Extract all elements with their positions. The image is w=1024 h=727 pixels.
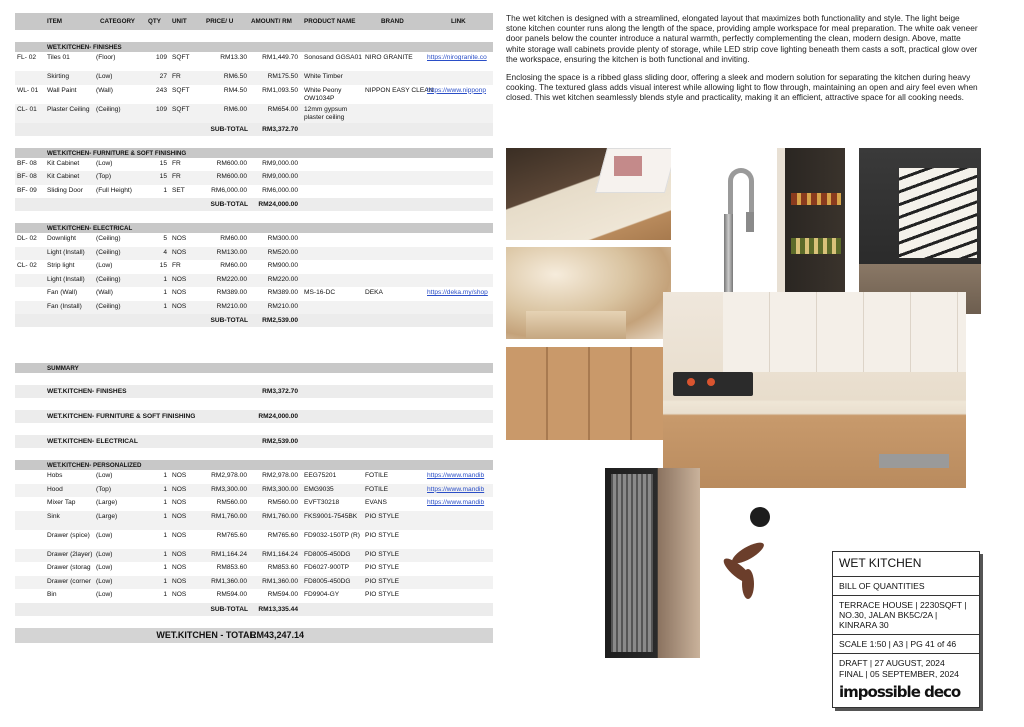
item-code: DL- 02 bbox=[17, 235, 37, 242]
item-name: Hood bbox=[47, 485, 63, 493]
summary-row bbox=[15, 435, 493, 448]
item-unit: NOS bbox=[172, 512, 187, 520]
item-code: CL- 01 bbox=[17, 105, 37, 113]
table-row bbox=[15, 562, 493, 576]
item-category: (Low) bbox=[96, 531, 113, 539]
item-unit: FR bbox=[172, 173, 181, 180]
item-unit: NOS bbox=[172, 485, 187, 493]
item-code: BF- 08 bbox=[17, 173, 37, 180]
spacer bbox=[15, 398, 493, 410]
item-unit: NOS bbox=[172, 577, 187, 585]
item-unit: NOS bbox=[172, 275, 187, 283]
item-unit: NOS bbox=[172, 564, 187, 571]
item-price: RM560.00 bbox=[216, 499, 247, 506]
description bbox=[506, 13, 982, 111]
item-category: (Large) bbox=[96, 512, 118, 520]
summary-amount: RM24,000.00 bbox=[258, 413, 298, 420]
item-amount: RM210.00 bbox=[267, 302, 298, 310]
brand-name: EVANS bbox=[365, 499, 387, 506]
item-name: Kit Cabinet bbox=[47, 159, 80, 167]
product-name: White Peony OW1034P bbox=[304, 86, 342, 102]
item-amount: RM1,164.24 bbox=[262, 550, 298, 558]
table-row bbox=[15, 530, 493, 549]
product-name: FD8005-450DG bbox=[304, 577, 351, 585]
item-qty: 1 bbox=[163, 512, 167, 520]
item-qty: 109 bbox=[155, 54, 167, 61]
product-link[interactable]: https://deka.my/shop bbox=[427, 289, 488, 296]
brand-name: PIO STYLE bbox=[365, 531, 400, 539]
wall-fan-photo bbox=[716, 505, 778, 603]
item-amount: RM2,978.00 bbox=[262, 472, 298, 479]
mixer-tap-photo bbox=[698, 150, 770, 312]
brand-name: NIPPON EASY CLEAN bbox=[365, 86, 434, 94]
item-category: (Large) bbox=[96, 499, 118, 506]
item-category: (Ceiling) bbox=[96, 248, 121, 256]
product-name: MS-16-DC bbox=[304, 289, 336, 296]
item-amount: RM1,360.00 bbox=[262, 577, 298, 585]
item-qty: 1 bbox=[163, 577, 167, 585]
item-amount: RM765.60 bbox=[267, 531, 298, 539]
header-category: CATEGORY bbox=[100, 18, 135, 25]
product-name: FD8005-450DG bbox=[304, 550, 351, 558]
item-category: (Floor) bbox=[96, 54, 116, 61]
item-unit: FR bbox=[172, 73, 181, 80]
item-qty: 109 bbox=[155, 105, 167, 113]
summary-label: WET.KITCHEN- FINISHES bbox=[47, 388, 127, 395]
item-price: RM6.50 bbox=[223, 73, 247, 80]
product-name: FKS9001-7545BK bbox=[304, 512, 358, 520]
item-qty: 1 bbox=[163, 302, 167, 310]
table-row bbox=[15, 511, 493, 530]
description-paragraph-2: Enclosing the space is a ribbed glass sliding door, offering a sleek and modern solution for separating the kitchen during heavy cooking. The textured glass adds visual interest while allowing light to flow through, maintaining an open and airy feel even when closed. This wet kitchen seamlessly blends style and practicality, making it an efficient, attractive space for all cooking needs. bbox=[506, 72, 978, 103]
item-name: Drawer (storag bbox=[47, 564, 91, 571]
table-row bbox=[15, 185, 493, 199]
item-qty: 243 bbox=[155, 86, 167, 94]
brand-name: DEKA bbox=[365, 289, 383, 296]
item-name: Strip light bbox=[47, 262, 75, 269]
item-qty: 1 bbox=[163, 472, 167, 479]
product-name: Sonosand GGSA01 bbox=[304, 54, 362, 61]
summary-label: WET.KITCHEN- FURNITURE & SOFT FINISHING bbox=[47, 413, 196, 420]
product-name: FD9904-GY bbox=[304, 591, 340, 598]
brand-name: FOTILE bbox=[365, 485, 389, 493]
table-row bbox=[15, 71, 493, 85]
item-amount: RM9,000.00 bbox=[262, 159, 298, 167]
brand-name: NIRO GRANITE bbox=[365, 54, 413, 61]
table-header bbox=[15, 13, 493, 30]
subtotal-amount: RM24,000.00 bbox=[258, 201, 298, 208]
subtotal-row bbox=[15, 314, 493, 327]
product-link[interactable]: https://www.mandib bbox=[427, 485, 485, 493]
product-name: EEG75201 bbox=[304, 472, 337, 479]
item-name: Light (Install) bbox=[47, 248, 85, 256]
item-unit: NOS bbox=[172, 499, 187, 506]
item-name: Plaster Ceiling bbox=[47, 105, 90, 113]
item-name: Downlight bbox=[47, 235, 76, 242]
description-paragraph-1: The wet kitchen is designed with a streamlined, elongated layout that maximizes both functionality and style. The light beige stone kitchen counter runs along the length of the space, providing ample workspace for meal preparation. The white oak veneer door panels below the counter introduce a natural warmth, perfectly complementing the clean, modern design. Above, matte white storage wall cabinets provide plenty of storage, while LED strip cove lighting beneath them casts a soft, practical glow over the workspace, ensuring the kitchen is both functional and inviting. bbox=[506, 13, 978, 64]
item-price: RM4.50 bbox=[223, 86, 247, 94]
item-price: RM1,164.24 bbox=[211, 550, 247, 558]
item-category: (Wall) bbox=[96, 289, 113, 296]
header-qty: QTY bbox=[148, 18, 161, 25]
item-price: RM600.00 bbox=[216, 173, 247, 180]
table-row bbox=[15, 576, 493, 590]
item-name: Bin bbox=[47, 591, 57, 598]
item-price: RM6.00 bbox=[223, 105, 247, 113]
item-qty: 4 bbox=[163, 248, 167, 256]
spacer bbox=[15, 351, 493, 363]
item-qty: 5 bbox=[163, 235, 167, 242]
summary-row bbox=[15, 410, 493, 423]
item-price: RM130.00 bbox=[216, 248, 247, 256]
counter-photo bbox=[506, 148, 671, 240]
section-title-text: WET.KITCHEN- FURNITURE & SOFT FINISHING bbox=[47, 149, 187, 157]
brand-name: PIO STYLE bbox=[365, 564, 400, 571]
item-amount: RM389.00 bbox=[267, 289, 298, 296]
subtotal-row bbox=[15, 123, 493, 136]
table-row bbox=[15, 171, 493, 185]
table-row bbox=[15, 589, 493, 603]
spacer bbox=[15, 30, 493, 42]
subtotal-label: SUB-TOTAL bbox=[210, 125, 248, 133]
item-price: RM2,978.00 bbox=[211, 472, 247, 479]
table-row bbox=[15, 301, 493, 315]
item-price: RM6,000.00 bbox=[211, 186, 247, 194]
summary-row bbox=[15, 385, 493, 398]
item-name: Mixer Tap bbox=[47, 499, 76, 506]
product-name: EMG9035 bbox=[304, 485, 334, 493]
subtotal-label: SUB-TOTAL bbox=[210, 201, 248, 208]
spacer bbox=[15, 423, 493, 435]
item-qty: 27 bbox=[159, 73, 167, 80]
product-name: FD9032-150TP (R) bbox=[304, 531, 360, 539]
item-price: RM765.60 bbox=[216, 531, 247, 539]
marble-sample-photo bbox=[506, 247, 671, 339]
item-code: BF- 09 bbox=[17, 186, 37, 194]
item-name: Wall Paint bbox=[47, 86, 77, 94]
item-name: Fan (Install) bbox=[47, 302, 82, 310]
section-title bbox=[15, 460, 493, 470]
brand-name: PIO STYLE bbox=[365, 577, 400, 585]
product-link[interactable]: https://www.mandib bbox=[427, 472, 485, 479]
header-price: PRICE/ U bbox=[206, 18, 234, 25]
spacer bbox=[15, 373, 493, 385]
table-row bbox=[15, 497, 493, 511]
spacer bbox=[15, 339, 493, 351]
item-qty: 1 bbox=[163, 531, 167, 539]
section-title-text: WET.KITCHEN- ELECTRICAL bbox=[47, 225, 133, 232]
item-name: Light (Install) bbox=[47, 275, 85, 283]
summary-label: WET.KITCHEN- ELECTRICAL bbox=[47, 438, 138, 445]
spice-rack-photo bbox=[777, 148, 845, 314]
item-amount: RM594.00 bbox=[267, 591, 298, 598]
item-category: (Low) bbox=[96, 262, 113, 269]
item-price: RM594.00 bbox=[216, 591, 247, 598]
brand-name: PIO STYLE bbox=[365, 512, 400, 520]
item-category: (Ceiling) bbox=[96, 275, 121, 283]
item-category: (Top) bbox=[96, 485, 112, 493]
item-price: RM1,360.00 bbox=[211, 577, 247, 585]
item-unit: NOS bbox=[172, 531, 187, 539]
item-qty: 1 bbox=[163, 591, 167, 598]
item-amount: RM220.00 bbox=[267, 275, 298, 283]
item-price: RM13.30 bbox=[220, 54, 247, 61]
item-category: (Top) bbox=[96, 173, 112, 180]
item-amount: RM520.00 bbox=[267, 248, 298, 256]
section-title-text: WET.KITCHEN- FINISHES bbox=[47, 44, 122, 51]
item-unit: SQFT bbox=[172, 54, 190, 61]
company-logo: impossible deco bbox=[839, 683, 961, 701]
item-unit: NOS bbox=[172, 302, 187, 310]
table-row bbox=[15, 260, 493, 274]
section-title bbox=[15, 148, 493, 158]
item-code: FL- 02 bbox=[17, 54, 37, 61]
header-amount: AMOUNT/ RM bbox=[251, 18, 292, 25]
item-unit: FR bbox=[172, 159, 181, 167]
item-qty: 1 bbox=[163, 485, 167, 493]
item-amount: RM1,449.70 bbox=[262, 54, 298, 61]
item-amount: RM853.60 bbox=[267, 564, 298, 571]
table-row bbox=[15, 233, 493, 247]
table-row bbox=[15, 484, 493, 498]
product-name: White Timber bbox=[304, 73, 343, 80]
item-name: Kit Cabinet bbox=[47, 173, 80, 180]
table-row bbox=[15, 104, 493, 123]
table-row bbox=[15, 52, 493, 71]
subtotal-amount: RM13,335.44 bbox=[258, 605, 298, 613]
total-amount: RM43,247.14 bbox=[250, 629, 305, 640]
spacer bbox=[15, 211, 493, 223]
spacer bbox=[15, 616, 493, 628]
item-unit: SQFT bbox=[172, 86, 190, 94]
item-qty: 1 bbox=[163, 275, 167, 283]
table-row bbox=[15, 274, 493, 288]
drawing-subtitle: BILL OF QUANTITIES bbox=[833, 577, 979, 596]
item-unit: SQFT bbox=[172, 105, 190, 113]
item-name: Fan (Wall) bbox=[47, 289, 78, 296]
item-price: RM60.00 bbox=[220, 235, 247, 242]
subtotal-row bbox=[15, 198, 493, 211]
item-qty: 15 bbox=[159, 262, 167, 269]
header-item: ITEM bbox=[47, 18, 63, 25]
item-code: BF- 08 bbox=[17, 159, 37, 167]
sliding-door-photo bbox=[605, 468, 700, 658]
item-amount: RM3,300.00 bbox=[262, 485, 298, 493]
section-title-text: WET.KITCHEN- PERSONALIZED bbox=[47, 462, 142, 469]
item-qty: 1 bbox=[163, 289, 167, 296]
summary-amount: RM2,539.00 bbox=[262, 438, 298, 445]
item-price: RM3,300.00 bbox=[211, 485, 247, 493]
item-category: (Ceiling) bbox=[96, 302, 121, 310]
brand-name: PIO STYLE bbox=[365, 550, 400, 558]
grand-total-row bbox=[15, 628, 493, 643]
item-category: (Ceiling) bbox=[96, 235, 121, 242]
item-code: WL- 01 bbox=[17, 86, 39, 94]
item-unit: NOS bbox=[172, 591, 187, 598]
header-unit: UNIT bbox=[172, 18, 187, 25]
item-name: Skirting bbox=[47, 73, 69, 80]
spacer bbox=[15, 448, 493, 460]
item-unit: NOS bbox=[172, 550, 187, 558]
item-price: RM853.60 bbox=[216, 564, 247, 571]
product-link[interactable]: https://www.mandib bbox=[427, 499, 485, 506]
item-category: (Low) bbox=[96, 564, 113, 571]
item-unit: NOS bbox=[172, 472, 187, 479]
item-amount: RM300.00 bbox=[267, 235, 298, 242]
table-row bbox=[15, 247, 493, 261]
item-qty: 1 bbox=[163, 186, 167, 194]
item-category: (Wall) bbox=[96, 86, 113, 94]
item-name: Drawer (corner bbox=[47, 577, 91, 585]
item-amount: RM1,093.50 bbox=[262, 86, 298, 94]
header-product: PRODUCT NAME bbox=[304, 18, 356, 25]
subtotal-label: SUB-TOTAL bbox=[210, 605, 248, 613]
item-unit: SET bbox=[172, 186, 185, 194]
item-amount: RM900.00 bbox=[267, 262, 298, 269]
summary-title bbox=[15, 363, 493, 373]
item-category: (Low) bbox=[96, 591, 113, 598]
drawer-photo bbox=[859, 148, 981, 314]
item-qty: 15 bbox=[159, 173, 167, 180]
item-price: RM389.00 bbox=[216, 289, 247, 296]
item-amount: RM6,000.00 bbox=[262, 186, 298, 194]
total-label: WET.KITCHEN - TOTAL bbox=[156, 629, 255, 640]
final-date: FINAL | 05 SEPTEMBER, 2024 bbox=[839, 669, 959, 679]
item-qty: 1 bbox=[163, 550, 167, 558]
table-row bbox=[15, 549, 493, 563]
brand-name: PIO STYLE bbox=[365, 591, 400, 598]
bill-of-quantities-table bbox=[15, 13, 493, 643]
item-category: (Low) bbox=[96, 73, 113, 80]
title-block bbox=[832, 551, 980, 708]
item-category: (Low) bbox=[96, 472, 113, 479]
summary-title-text: SUMMARY bbox=[47, 365, 79, 372]
item-name: Hobs bbox=[47, 472, 63, 479]
subtotal-row bbox=[15, 603, 493, 616]
draft-date: DRAFT | 27 AUGUST, 2024 bbox=[839, 658, 945, 668]
table-row bbox=[15, 158, 493, 172]
item-name: Drawer (2layer) bbox=[47, 550, 93, 558]
item-category: (Low) bbox=[96, 550, 113, 558]
item-unit: NOS bbox=[172, 289, 187, 296]
summary-amount: RM3,372.70 bbox=[262, 388, 298, 395]
project-info: TERRACE HOUSE | 2230SQFT | NO.30, JALAN BK5C/2A | KINRARA 30 bbox=[833, 596, 979, 635]
subtotal-amount: RM3,372.70 bbox=[262, 125, 298, 133]
item-category: (Low) bbox=[96, 159, 113, 167]
item-code: CL- 02 bbox=[17, 262, 37, 269]
item-name: Sink bbox=[47, 512, 60, 520]
product-name: 12mm gypsum plaster ceiling bbox=[304, 105, 348, 121]
item-name: Drawer (spice) bbox=[47, 531, 90, 539]
table-row bbox=[15, 470, 493, 484]
section-title bbox=[15, 42, 493, 52]
product-name: FD6027-900TP bbox=[304, 564, 350, 571]
item-unit: NOS bbox=[172, 235, 187, 242]
product-link[interactable]: https://nirogranite.co bbox=[427, 54, 487, 61]
subtotal-label: SUB-TOTAL bbox=[210, 317, 248, 324]
product-name: EVFT30218 bbox=[304, 499, 340, 506]
item-amount: RM654.00 bbox=[267, 105, 298, 113]
item-qty: 15 bbox=[159, 159, 167, 167]
item-category: (Full Height) bbox=[96, 186, 132, 194]
scale-info: SCALE 1:50 | A3 | PG 41 of 46 bbox=[833, 635, 979, 654]
section-title bbox=[15, 223, 493, 233]
item-price: RM220.00 bbox=[216, 275, 247, 283]
item-price: RM600.00 bbox=[216, 159, 247, 167]
brand-name: FOTILE bbox=[365, 472, 389, 479]
product-link[interactable]: https://www.nipponp bbox=[427, 86, 487, 94]
drawing-title: WET KITCHEN bbox=[833, 552, 979, 577]
item-name: Sliding Door bbox=[47, 186, 83, 194]
item-unit: FR bbox=[172, 262, 181, 269]
item-price: RM60.00 bbox=[220, 262, 247, 269]
table-row bbox=[15, 287, 493, 301]
header-brand: BRAND bbox=[381, 18, 404, 25]
veneer-door-photo bbox=[506, 347, 671, 440]
item-price: RM1,760.00 bbox=[211, 512, 247, 520]
spacer bbox=[15, 136, 493, 148]
spacer bbox=[15, 327, 493, 339]
item-qty: 1 bbox=[163, 499, 167, 506]
item-category: (Low) bbox=[96, 577, 113, 585]
item-qty: 1 bbox=[163, 564, 167, 571]
item-name: Tiles 01 bbox=[47, 54, 70, 61]
item-amount: RM560.00 bbox=[267, 499, 298, 506]
subtotal-amount: RM2,539.00 bbox=[262, 317, 298, 324]
item-category: (Ceiling) bbox=[96, 105, 121, 113]
item-amount: RM1,760.00 bbox=[262, 512, 298, 520]
kitchen-render bbox=[663, 292, 966, 488]
item-price: RM210.00 bbox=[216, 302, 247, 310]
item-amount: RM9,000.00 bbox=[262, 173, 298, 180]
item-unit: NOS bbox=[172, 248, 187, 256]
item-amount: RM175.50 bbox=[267, 73, 298, 80]
table-row bbox=[15, 85, 493, 104]
header-link: LINK bbox=[451, 18, 466, 25]
